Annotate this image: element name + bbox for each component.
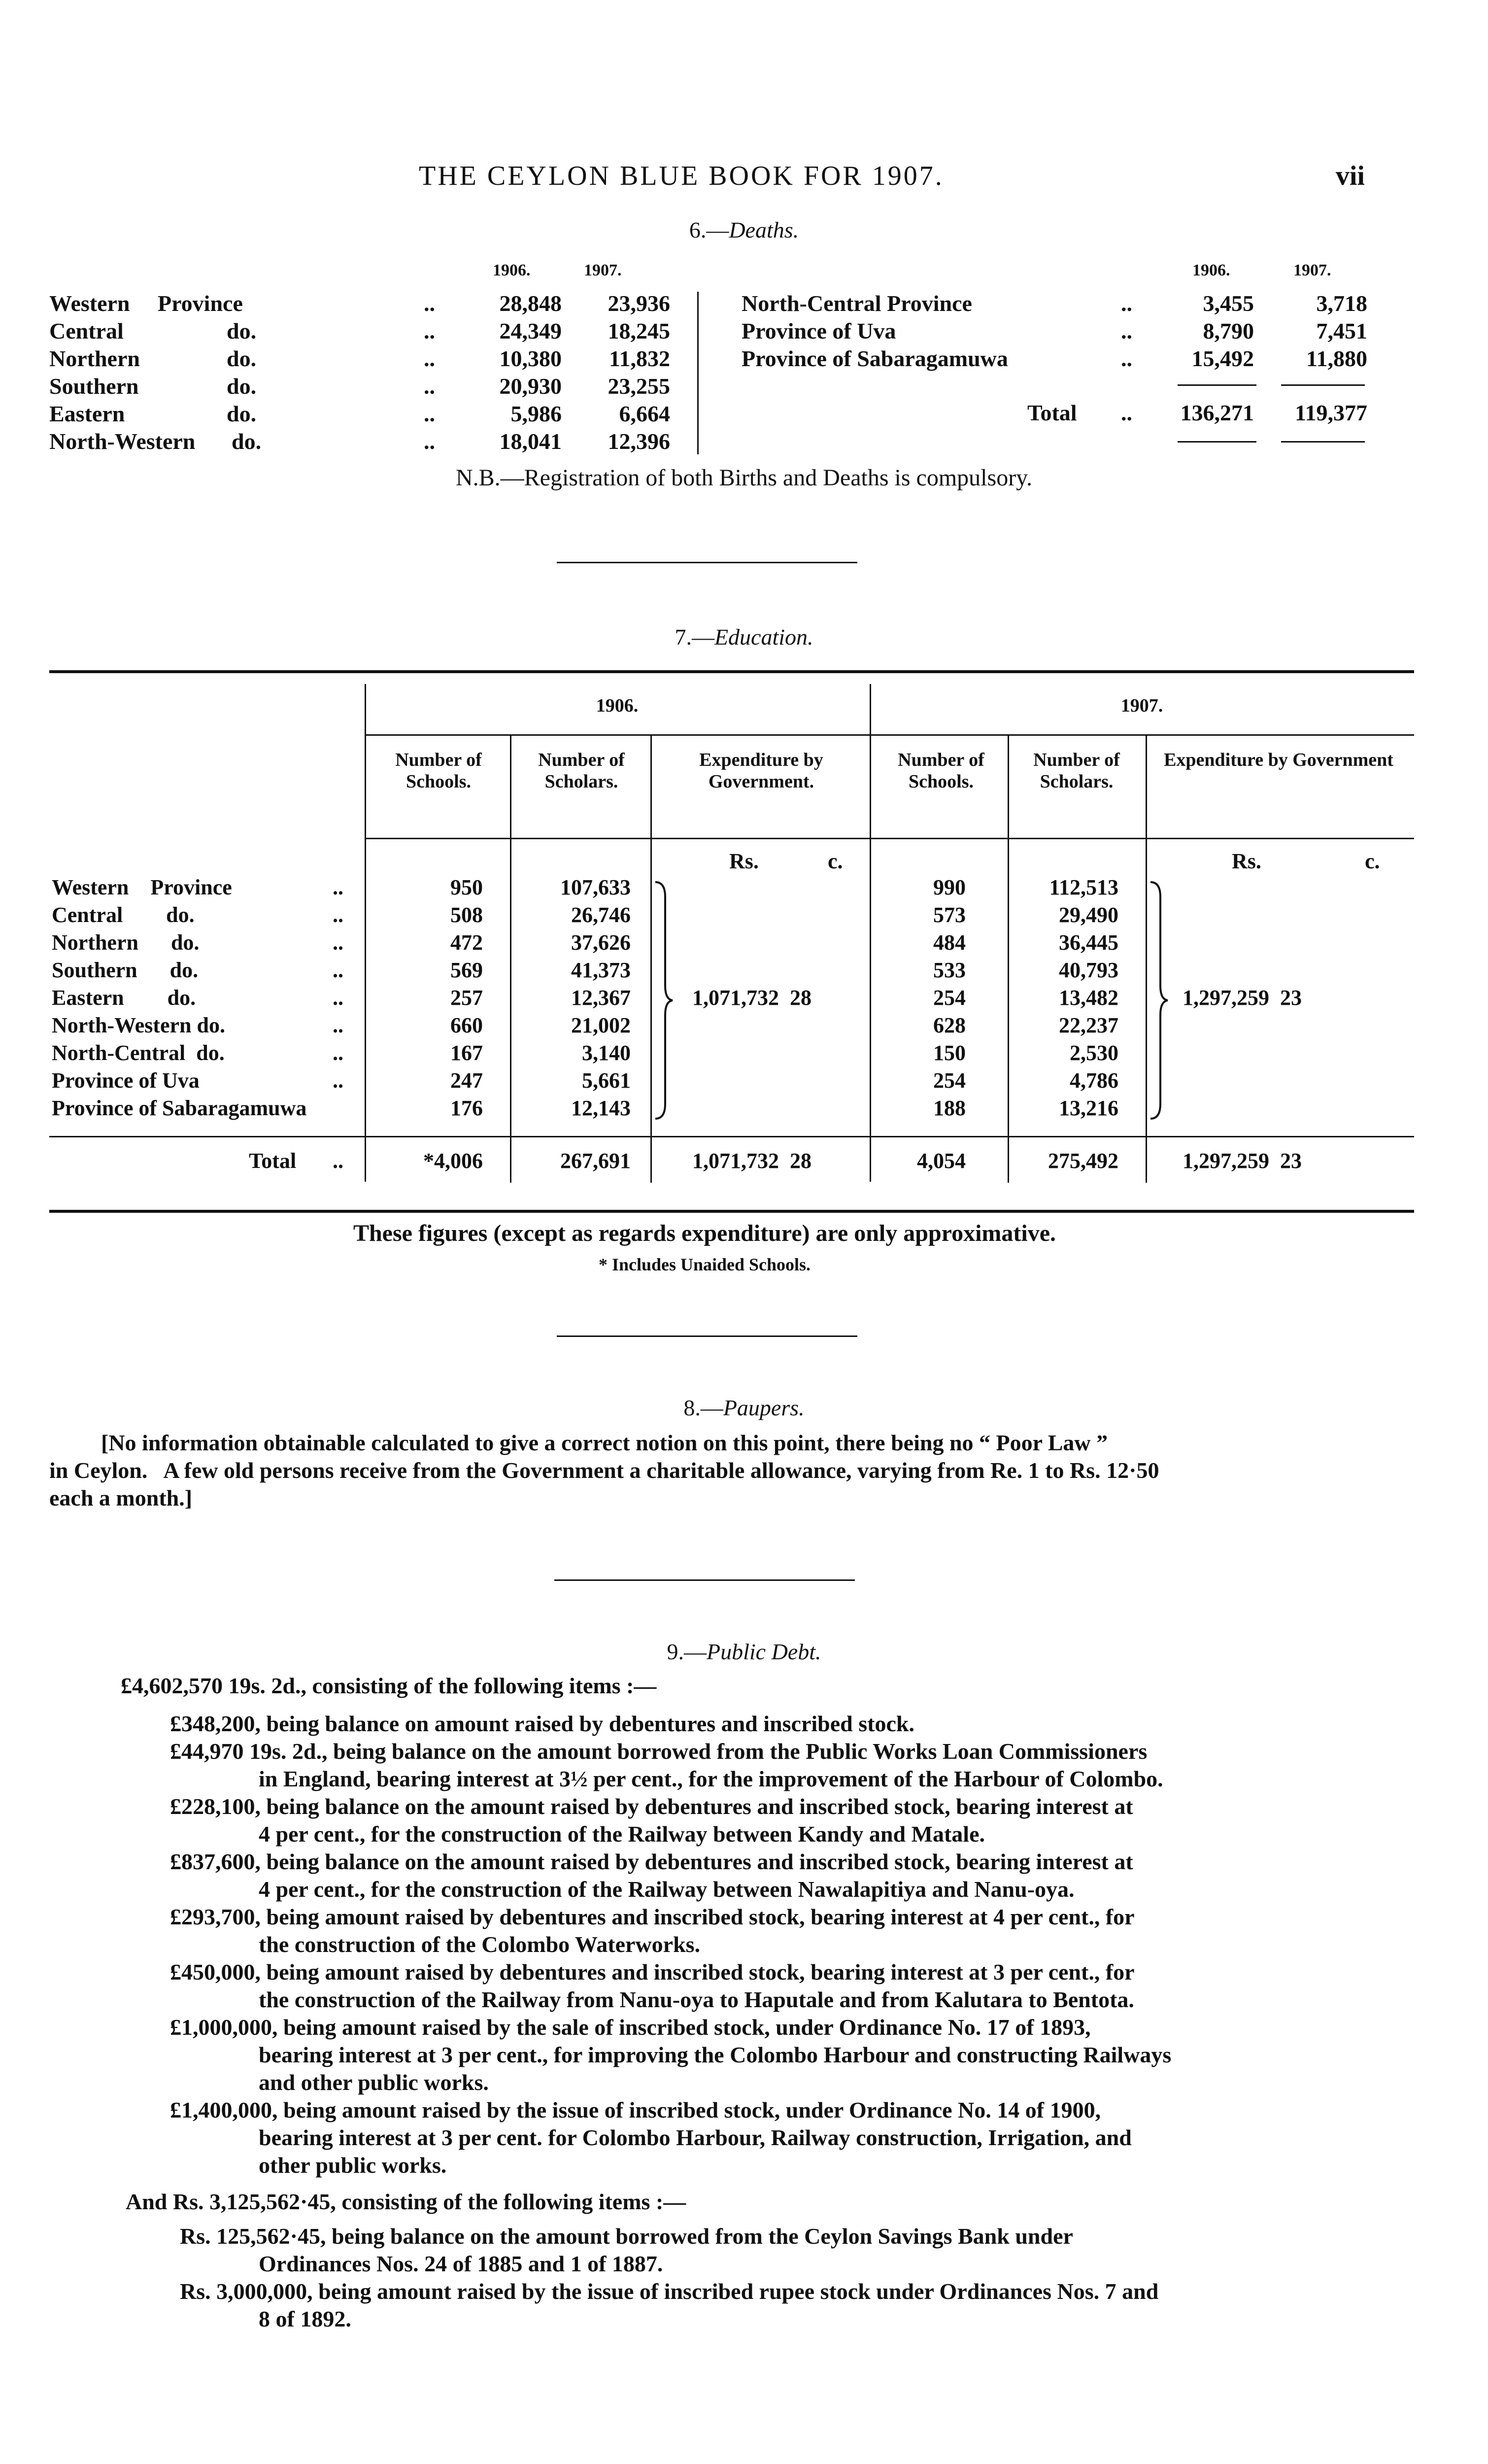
deaths-year-1906-right: 1906. bbox=[1192, 261, 1230, 279]
debt-item-line: £450,000, being amount raised by debentures and inscribed stock, bearing interest at 3 per cent., for bbox=[170, 1959, 1135, 1985]
col-scholars-1906: Number of Scholars. bbox=[538, 750, 625, 792]
paupers-text-line: [No information obtainable calculated to give a correct notion on this point, there being no “ Poor Law ” bbox=[101, 1430, 1108, 1455]
debt-item-line: £44,970 19s. 2d., being balance on the amount borrowed from the Public Works Loan Commissioners bbox=[170, 1739, 1148, 1764]
deaths-sum-rule bbox=[1178, 384, 1256, 386]
paupers-text-line: in Ceylon. A few old persons receive from the Government a charitable allowance, varying from Re. 1 to Rs. 12·50 bbox=[49, 1458, 1159, 1483]
debt-item-line: the construction of the Colombo Waterworks. bbox=[259, 1932, 701, 1957]
debt-item-line: 4 per cent., for the construction of the Railway between Nawalapitiya and Nanu-oya. bbox=[259, 1877, 1075, 1902]
rs-label-1906: Rs. bbox=[729, 849, 759, 873]
page-number: vii bbox=[1335, 161, 1365, 191]
deaths-year-1907-right: 1907. bbox=[1293, 261, 1331, 279]
education-footnote: * Includes Unaided Schools. bbox=[598, 1255, 811, 1274]
edu-year-1907: 1907. bbox=[1120, 695, 1163, 716]
deaths-sum-rule bbox=[1281, 384, 1365, 386]
deaths-year-1906-left: 1906. bbox=[493, 261, 531, 279]
col-schools-1907: Number of Schools. bbox=[898, 750, 984, 792]
deaths-row: Eastern do. .. 5,986 6,664 bbox=[49, 401, 670, 426]
debt-intro: £4,602,570 19s. 2d., consisting of the following items :— bbox=[121, 1673, 657, 1698]
debt-intro-rupee: And Rs. 3,125,562·45, consisting of the following items :— bbox=[126, 2189, 686, 2214]
section-divider bbox=[557, 562, 857, 563]
deaths-table bbox=[0, 0, 1488, 493]
deaths-row: Central do. .. 24,349 18,245 bbox=[49, 318, 670, 343]
education-note: These figures (except as regards expenditure) are only approximative. bbox=[353, 1220, 1056, 1246]
edu-year-rule bbox=[365, 734, 1414, 736]
debt-item-line: in England, bearing interest at 3½ per cent., for the improvement of the Harbour of Colombo. bbox=[259, 1766, 1163, 1791]
section-divider bbox=[554, 1579, 855, 1581]
paupers-text-line: each a month.] bbox=[49, 1485, 193, 1510]
debt-item-line: 8 of 1892. bbox=[259, 2306, 351, 2331]
debt-item-line: £1,400,000, being amount raised by the issue of inscribed stock, under Ordinance No. 14 of 1900, bbox=[170, 2097, 1101, 2122]
deaths-sum-rule bbox=[1281, 441, 1365, 443]
brace-1906 bbox=[650, 877, 680, 1124]
education-table: 1906. 1907. Number of Schools. Number of Scholars. Expenditure by Government. Number of Schools. Number of Scholars. Expenditure by Government Rs. c. Rs. c. Western Province .. 950 107,633 990 112,513 Central do. .. 508 26,746 573 29,490 Northern do. .. 472 37,626 484 36,445 Southern do. .. 569 41,373 533 40,793 Eastern do. .. 257 12,367 254 13,482 North-Western do. .. 660 21,002 628 22,237 North-Central do. .. 167 3,140 150 2,530 Province of Uva .. 247 5,661 254 4,786 Province of Sabaragamuwa 176 12,143 188 13,216 1,071,732 28 1,297,259 23 Total .. *4,006 267,691 1,071,732 28 4,054 275,492 1,297,259 23 bbox=[49, 670, 1414, 1215]
deaths-note: N.B.—Registration of both Births and Deaths is compulsory. bbox=[455, 465, 1033, 491]
deaths-total-row: Total .. 136,271 119,377 bbox=[1027, 400, 1367, 425]
deaths-row: North-Central Province .. 3,455 3,718 bbox=[742, 291, 1367, 316]
edu-header-rule bbox=[365, 838, 1414, 839]
debt-item-line: bearing interest at 3 per cent. for Colombo Harbour, Railway construction, Irrigation, and bbox=[259, 2125, 1132, 2150]
edu-exp-1907: 1,297,259 23 bbox=[1183, 986, 1302, 1010]
deaths-heading: 6.—Deaths. bbox=[689, 217, 799, 242]
deaths-divider bbox=[697, 292, 699, 454]
table-top-rule bbox=[49, 670, 1414, 673]
debt-item-line: the construction of the Railway from Nanu-oya to Haputale and from Kalutara to Bentota. bbox=[259, 1987, 1134, 2012]
book-title: THE CEYLON BLUE BOOK FOR 1907. bbox=[419, 161, 944, 191]
deaths-year-1907-left: 1907. bbox=[584, 261, 622, 279]
debt-item-line: £293,700, being amount raised by debentures and inscribed stock, bearing interest at 4 per cent., for bbox=[170, 1904, 1135, 1929]
deaths-row: Southern do. .. 20,930 23,255 bbox=[49, 374, 670, 399]
table-bottom-rule bbox=[49, 1210, 1414, 1213]
debt-item-line: other public works. bbox=[259, 2153, 447, 2178]
deaths-row: North-Western do. .. 18,041 12,396 bbox=[49, 429, 670, 454]
edu-exp-1906: 1,071,732 28 bbox=[692, 986, 812, 1010]
col-exp-1907: Expenditure by Government bbox=[1164, 750, 1393, 770]
debt-item-line: £348,200, being balance on amount raised by debentures and inscribed stock. bbox=[170, 1711, 914, 1736]
paupers-heading: 8.—Paupers. bbox=[683, 1395, 805, 1420]
rs-label-1907: Rs. bbox=[1232, 849, 1261, 873]
col-exp-1906: Expenditure by Government. bbox=[699, 750, 823, 792]
section-divider bbox=[557, 1335, 857, 1337]
deaths-row: Northern do. .. 10,380 11,832 bbox=[49, 346, 670, 371]
deaths-row: Western Province .. 28,848 23,936 bbox=[49, 291, 670, 316]
c-label-1907: c. bbox=[1365, 849, 1380, 873]
col-scholars-1907: Number of Scholars. bbox=[1033, 750, 1120, 792]
debt-item-line: £837,600, being balance on the amount raised by debentures and inscribed stock, bearing interest at bbox=[170, 1849, 1133, 1874]
debt-item-line: Ordinances Nos. 24 of 1885 and 1 of 1887. bbox=[259, 2251, 663, 2276]
debt-item-line: Rs. 125,562·45, being balance on the amount borrowed from the Ceylon Savings Bank under bbox=[180, 2224, 1073, 2249]
c-label-1906: c. bbox=[828, 849, 843, 873]
deaths-row: Province of Sabaragamuwa .. 15,492 11,880 bbox=[742, 346, 1367, 371]
education-heading: 7.—Education. bbox=[675, 624, 813, 650]
edu-total-rule bbox=[49, 1136, 1414, 1137]
debt-item-line: £228,100, being balance on the amount raised by debentures and inscribed stock, bearing interest at bbox=[170, 1794, 1133, 1819]
edu-year-1906: 1906. bbox=[596, 695, 639, 716]
deaths-row: Province of Uva .. 8,790 7,451 bbox=[742, 318, 1367, 343]
deaths-sum-rule bbox=[1178, 441, 1256, 443]
debt-item-line: Rs. 3,000,000, being amount raised by the issue of inscribed rupee stock under Ordinances Nos. 7 and bbox=[180, 2279, 1159, 2304]
col-schools-1906: Number of Schools. bbox=[395, 750, 482, 792]
debt-heading: 9.—Public Debt. bbox=[667, 1639, 821, 1664]
brace-1907 bbox=[1146, 877, 1175, 1124]
debt-item-line: £1,000,000, being amount raised by the sale of inscribed stock, under Ordinance No. 17 of 1893, bbox=[170, 2015, 1091, 2040]
debt-item-line: 4 per cent., for the construction of the Railway between Kandy and Matale. bbox=[259, 1821, 985, 1847]
debt-item-line: and other public works. bbox=[259, 2070, 489, 2095]
debt-item-line: bearing interest at 3 per cent., for improving the Colombo Harbour and constructing Railways bbox=[259, 2042, 1172, 2067]
